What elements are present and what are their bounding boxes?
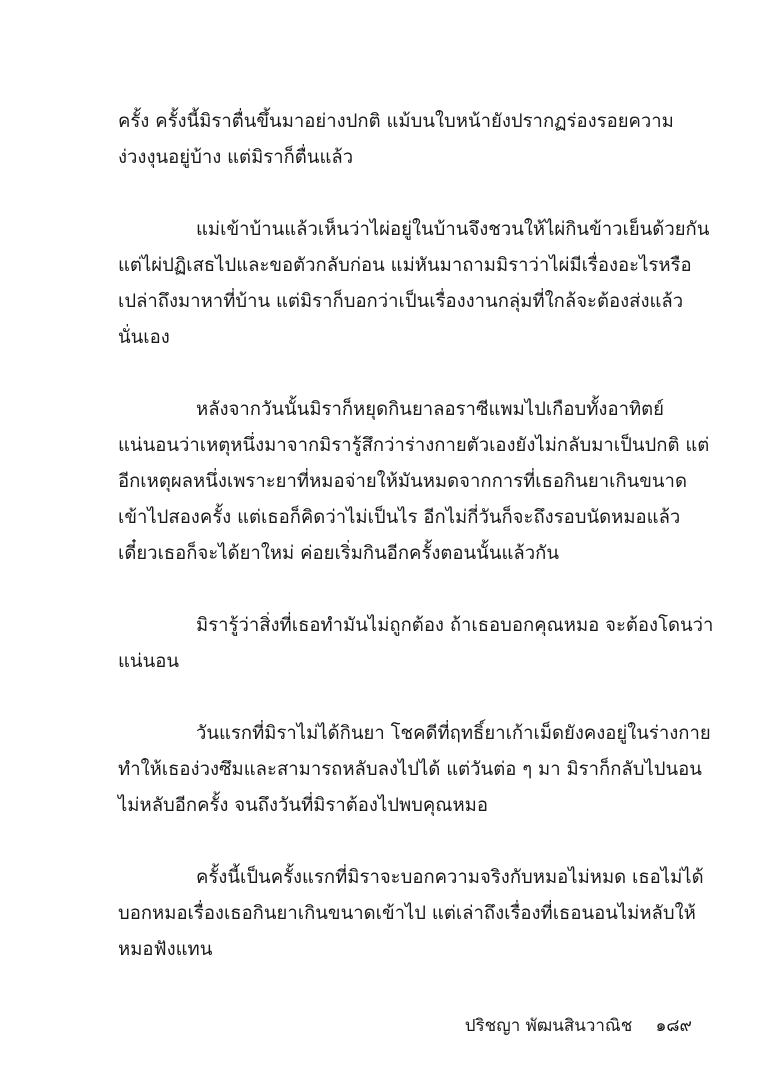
paragraph [118, 608, 714, 680]
text-line: แม่เข้าบ้านแล้วเห็นว่าไผ่อยู่ในบ้านจึงชวนให้ไผ่กินข้าวเย็นด้วยกัน [196, 219, 710, 240]
paragraph [118, 212, 710, 356]
text-line: นั่นเอง [118, 327, 170, 348]
body-text [118, 104, 714, 1004]
text-line: เปล่าถึงมาหาที่บ้าน แต่มิราก็บอกว่าเป็นเรื่องงานกลุ่มที่ใกล้จะต้องส่งแล้ว [118, 291, 684, 312]
page-number: ๑๘๙ [655, 1016, 692, 1036]
text-line: หมอฟังแทน [118, 939, 213, 960]
page-footer [465, 1012, 692, 1039]
text-line: ไม่หลับอีกครั้ง จนถึงวันที่มิราต้องไปพบคุณหมอ [118, 795, 488, 816]
text-line: มิรารู้ว่าสิ่งที่เธอทำมันไม่ถูกต้อง ถ้าเธอบอกคุณหมอ จะต้องโดนว่า [196, 615, 714, 636]
text-line: หลังจากวันนั้นมิราก็หยุดกินยาลอราซีแพมไปเกือบทั้งอาทิตย์ [196, 399, 665, 420]
text-line: อีกเหตุผลหนึ่งเพราะยาที่หมอจ่ายให้มันหมดจากการที่เธอกินยาเกินขนาด [118, 471, 687, 492]
text-line: บอกหมอเรื่องเธอกินยาเกินขนาดเข้าไป แต่เล่าถึงเรื่องที่เธอนอนไม่หลับให้ [118, 903, 696, 924]
footer-author: ปริชญา พัฒนสินวาณิช [464, 1016, 633, 1036]
paragraph [118, 716, 711, 824]
text-line: ง่วงงุนอยู่บ้าง แต่มิราก็ตื่นแล้ว [118, 147, 354, 168]
text-line: แต่ไผ่ปฏิเสธไปและขอตัวกลับก่อน แม่หันมาถามมิราว่าไผ่มีเรื่องอะไรหรือ [118, 255, 692, 276]
text-line: ครั้ง ครั้งนี้มิราตื่นขึ้นมาอย่างปกติ แม้บนใบหน้ายังปรากฏร่องรอยความ [118, 111, 674, 132]
text-line: เดี๋ยวเธอก็จะได้ยาใหม่ ค่อยเริ่มกินอีกครั้งตอนนั้นแล้วกัน [118, 543, 559, 564]
text-line: แน่นอน [118, 651, 179, 672]
paragraph [118, 392, 710, 572]
paragraph [118, 104, 692, 176]
paragraph [118, 860, 704, 968]
text-line: วันแรกที่มิราไม่ได้กินยา โชคดีที่ฤทธิ์ยาเก้าเม็ดยังคงอยู่ในร่างกาย [196, 723, 711, 744]
text-line: ทำให้เธอง่วงซึมและสามารถหลับลงไปได้ แต่วันต่อ ๆ มา มิราก็กลับไปนอน [118, 759, 702, 780]
text-line: แน่นอนว่าเหตุหนึ่งมาจากมิรารู้สึกว่าร่างกายตัวเองยังไม่กลับมาเป็นปกติ แต่ [118, 435, 710, 456]
text-line: เข้าไปสองครั้ง แต่เธอก็คิดว่าไม่เป็นไร อีกไม่กี่วันก็จะถึงรอบนัดหมอแล้ว [118, 507, 681, 528]
text-line: ครั้งนี้เป็นครั้งแรกที่มิราจะบอกความจริงกับหมอไม่หมด เธอไม่ได้ [196, 867, 704, 888]
